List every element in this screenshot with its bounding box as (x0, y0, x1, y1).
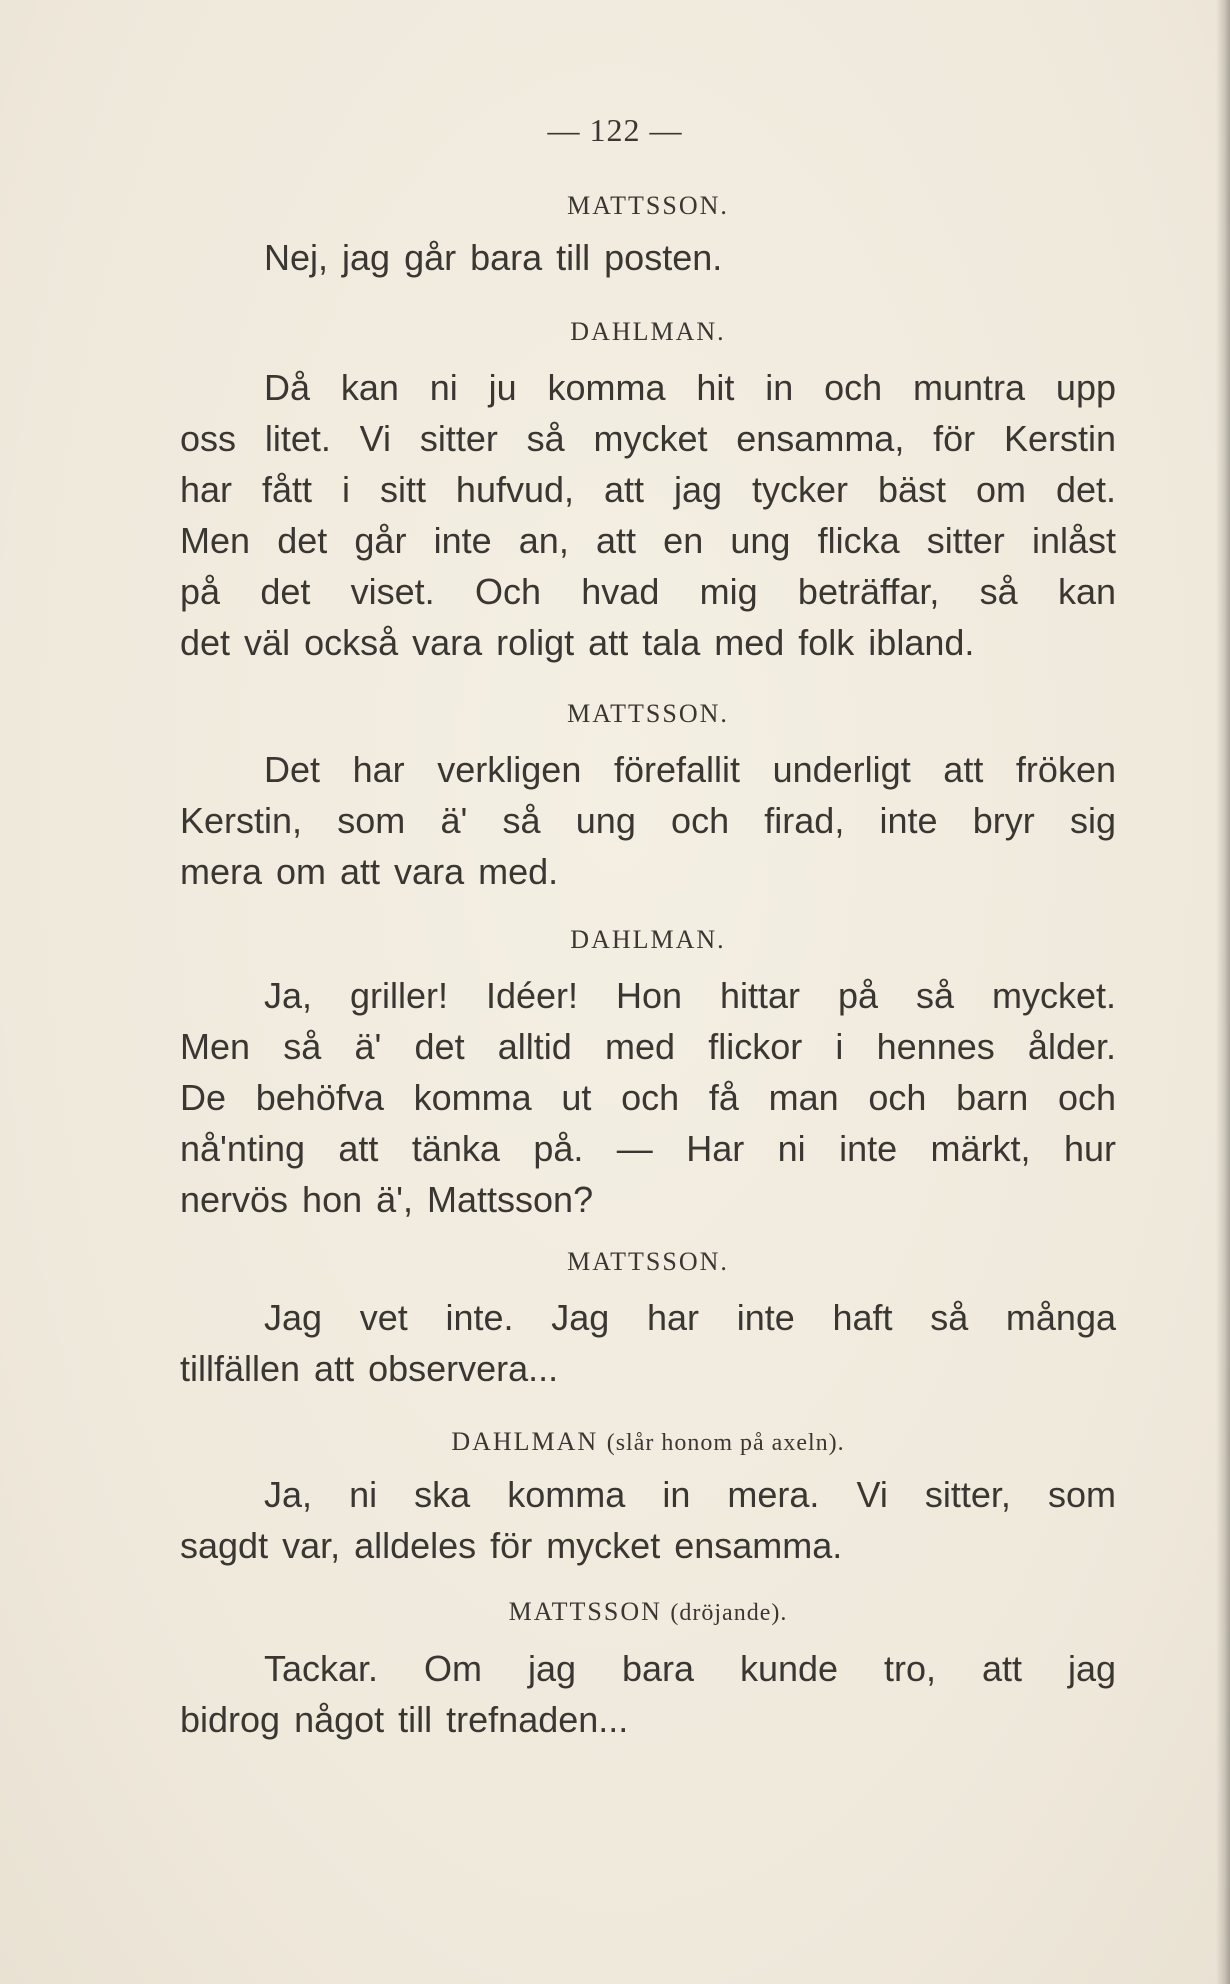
dialogue-block (180, 1242, 1116, 1394)
speech-line: Tackar. Om jag bara kunde tro, att jag (264, 1648, 1116, 1689)
speaker-name (180, 694, 1116, 734)
speech-text (180, 362, 1116, 668)
speech-text (180, 232, 1116, 283)
speech-line: Nej, jag går bara till posten. (264, 237, 723, 278)
speech-line: Men det går inte an, att en ung flicka sitter inlåst (180, 520, 1116, 561)
speaker-label: MATTSSON. (567, 699, 729, 728)
speaker-label: MATTSSON. (567, 191, 729, 220)
speech-text (180, 1292, 1116, 1394)
speech-line: Jag vet inte. Jag har inte haft så många (264, 1297, 1116, 1338)
speech-text (180, 1643, 1116, 1745)
speaker-name (180, 186, 1116, 226)
speaker-label: DAHLMAN (451, 1427, 599, 1456)
speech-text (180, 744, 1116, 897)
dialogue-block (180, 1592, 1116, 1745)
speech-text (180, 1469, 1116, 1571)
dialogue-block (180, 1422, 1116, 1571)
dialogue-block (180, 186, 1116, 283)
speech-line: det väl också vara roligt att tala med folk ibland. (180, 622, 975, 663)
speech-line: mera om att vara med. (180, 851, 559, 892)
speech-line: Då kan ni ju komma hit in och muntra upp (264, 367, 1116, 408)
speech-line: nå'nting att tänka på. — Har ni inte märkt, hur (180, 1128, 1116, 1169)
speech-line: sagdt var, alldeles för mycket ensamma. (180, 1525, 843, 1566)
dialogue-block (180, 694, 1116, 897)
speech-line: bidrog något till trefnaden... (180, 1699, 629, 1740)
dialogue-block (180, 312, 1116, 668)
speaker-name (180, 1242, 1116, 1282)
dialogue-block (180, 920, 1116, 1225)
speech-line: Det har verkligen förefallit underligt att fröken (264, 749, 1116, 790)
speech-line: tillfällen att observera... (180, 1348, 559, 1389)
speaker-name (180, 920, 1116, 960)
speaker-label: DAHLMAN. (570, 317, 726, 346)
speech-text (180, 970, 1116, 1225)
speech-line: Ja, griller! Idéer! Hon hittar på så mycket. (264, 975, 1116, 1016)
speech-line: De behöfva komma ut och få man och barn och (180, 1077, 1116, 1118)
speech-line: på det viset. Och hvad mig beträffar, så kan (180, 571, 1116, 612)
speech-line: Men så ä' det alltid med flickor i hennes ålder. (180, 1026, 1116, 1067)
speech-line: oss litet. Vi sitter så mycket ensamma, för Kerstin (180, 418, 1116, 459)
page-edge-shadow (1216, 0, 1230, 1984)
speech-line: nervös hon ä', Mattsson? (180, 1179, 594, 1220)
stage-direction: (dröjande). (670, 1600, 788, 1626)
speaker-label: MATTSSON. (567, 1247, 729, 1276)
page-number: — 122 — (547, 112, 683, 148)
speech-line: Ja, ni ska komma in mera. Vi sitter, som (264, 1474, 1116, 1515)
speaker-label: DAHLMAN. (570, 925, 726, 954)
speech-line: Kerstin, som ä' så ung och firad, inte bryr sig (180, 800, 1116, 841)
speech-line: har fått i sitt hufvud, att jag tycker bäst om det. (180, 469, 1116, 510)
speaker-name (180, 312, 1116, 352)
speaker-label: MATTSSON (508, 1597, 662, 1626)
speaker-name (180, 1422, 1116, 1463)
stage-direction: (slår honom på axeln). (606, 1430, 845, 1456)
speaker-name (180, 1592, 1116, 1633)
